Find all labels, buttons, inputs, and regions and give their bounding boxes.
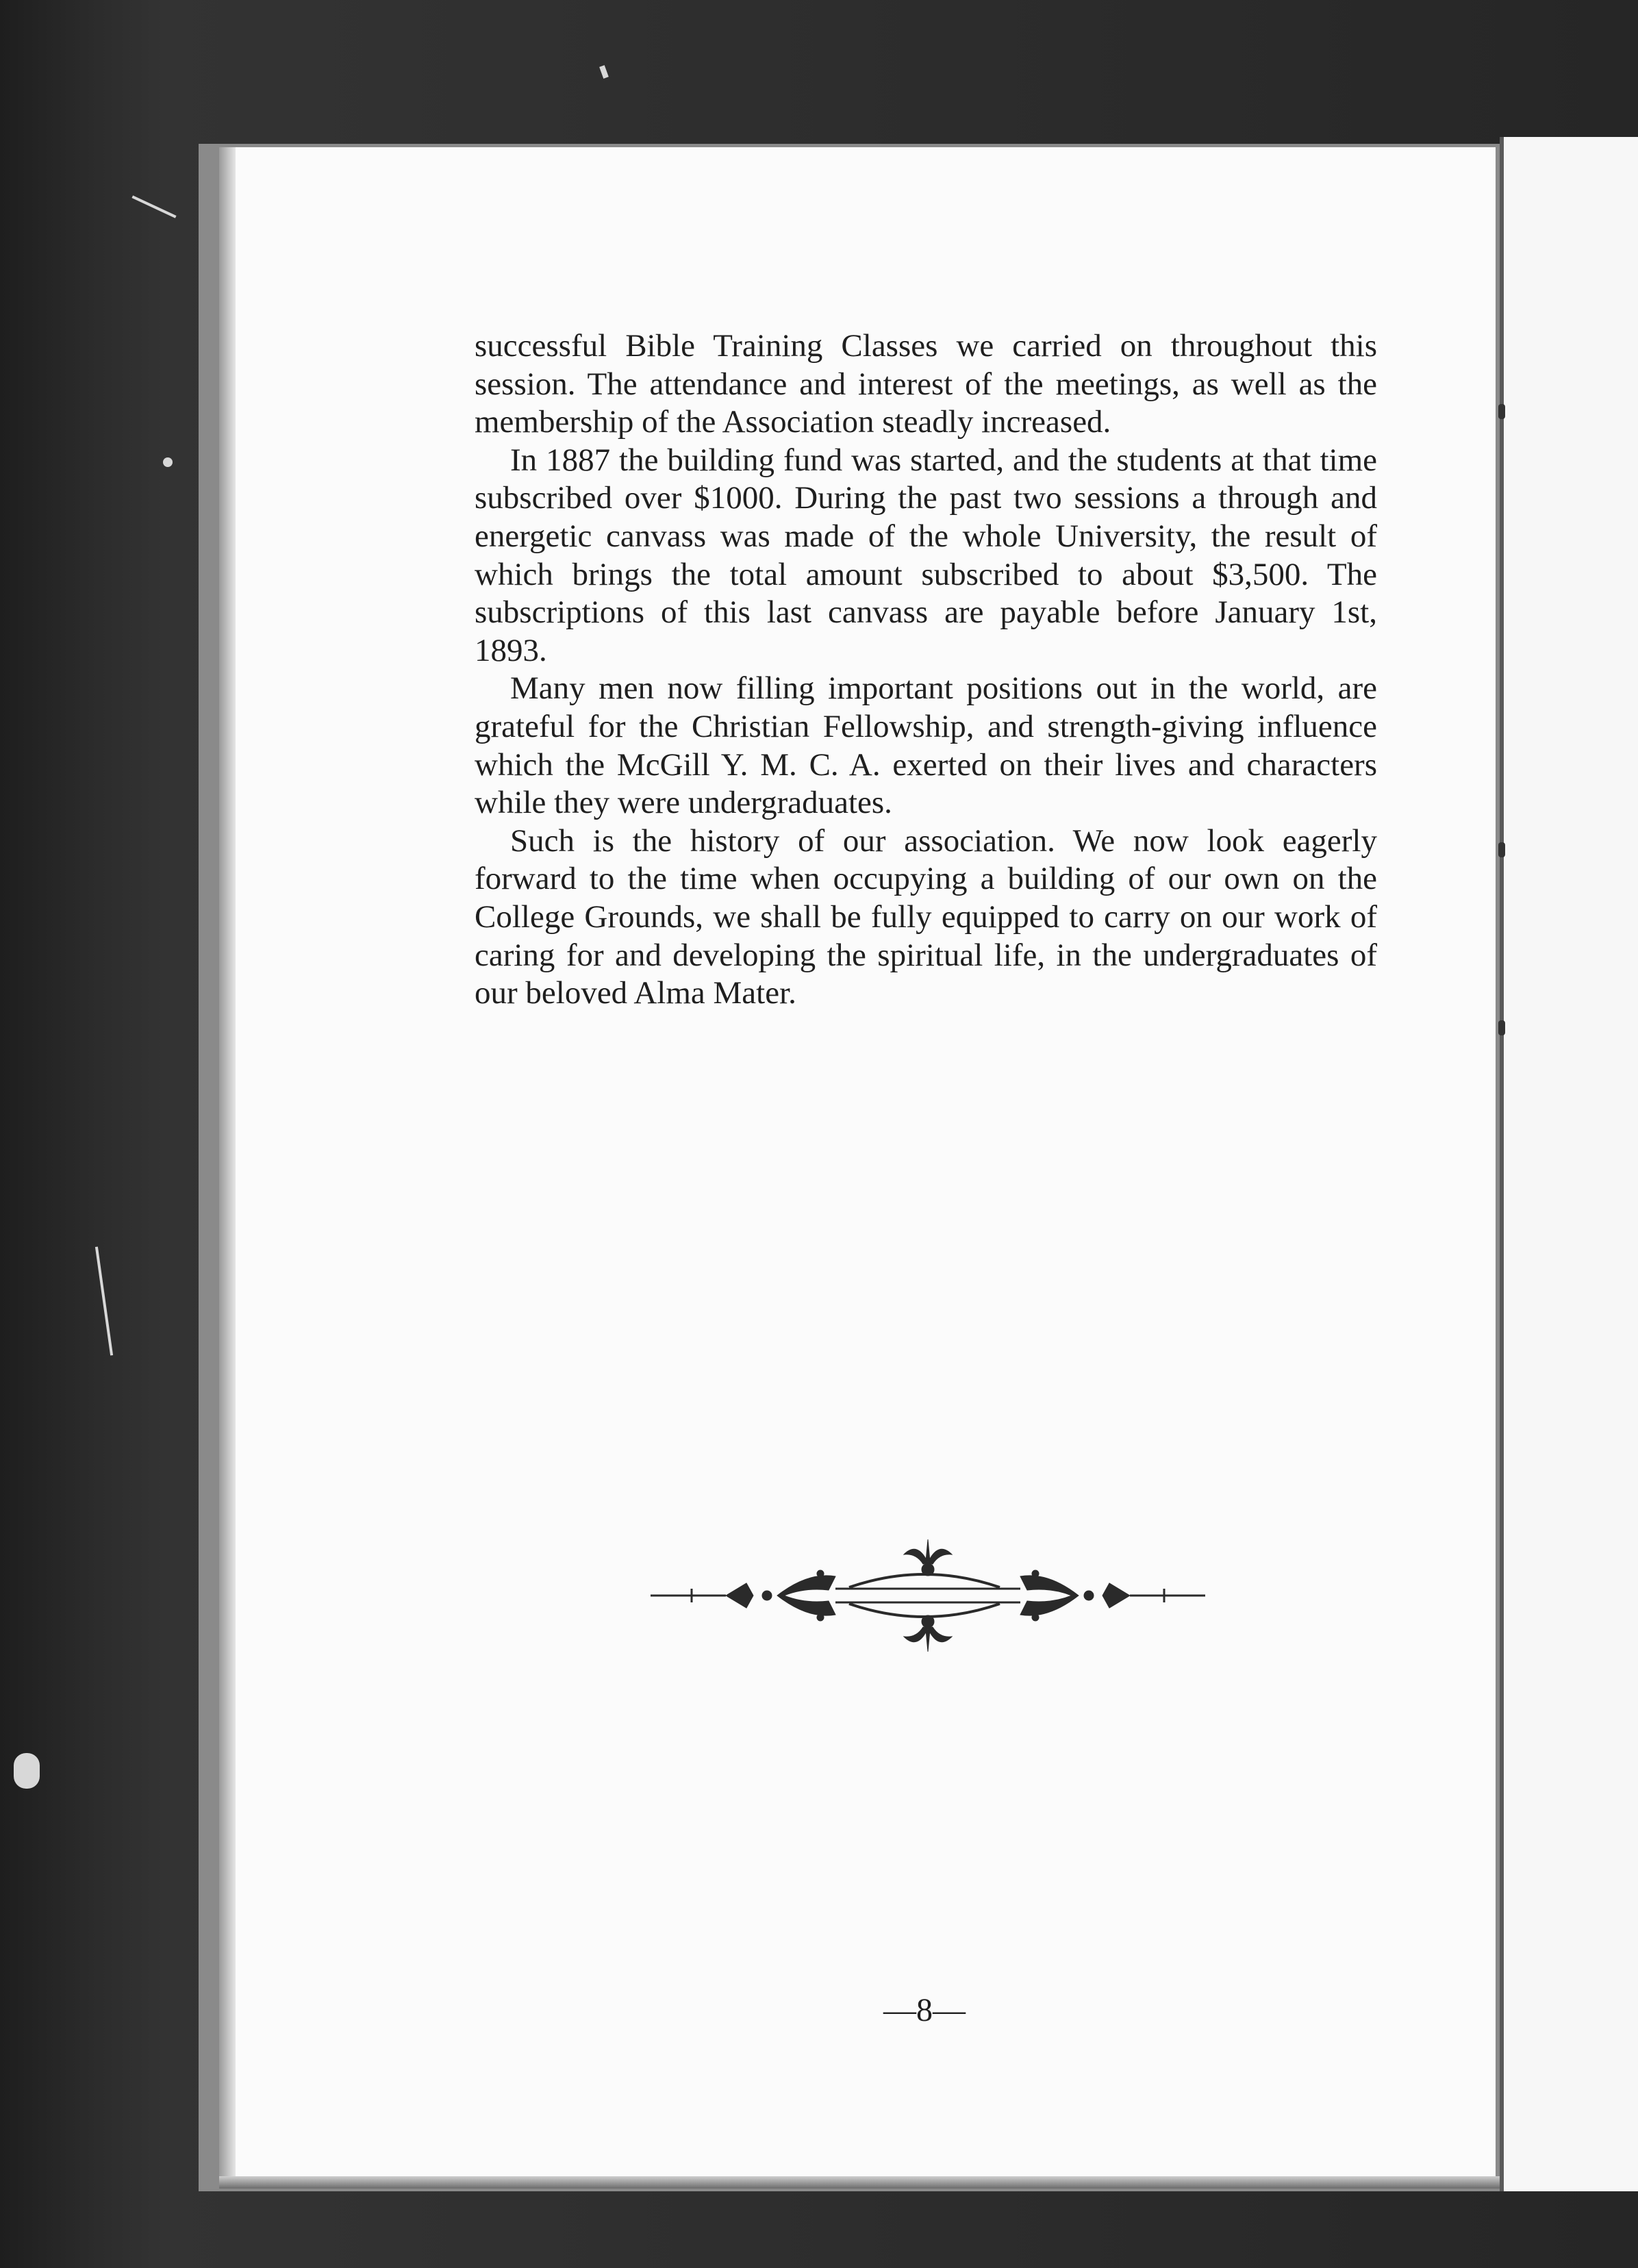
paragraph: successful Bible Training Classes we carried on throughout this session. The attendance and interest of the meetings, as well as the membership of the Association steadly increased. <box>475 328 1377 440</box>
paragraph: In 1887 the building fund was started, and the students at that time subscribed over $1000. During the past two sessions a through and energetic canvass was made of the whole University, the result of which brings the total amount subscribed to about $3,500. The subscriptions of this last canvass are payable before January 1st, 1893. <box>475 442 1377 668</box>
binding-mark <box>1498 404 1505 419</box>
page-number: —8— <box>883 1992 966 2028</box>
page-left-edge <box>219 147 236 2184</box>
decorative-ornament-icon <box>644 1534 1212 1657</box>
dust-speck <box>14 1753 40 1789</box>
body-text <box>475 327 1377 1013</box>
binding-mark <box>1498 842 1505 857</box>
page-bottom-edge <box>219 2176 1500 2189</box>
dust-speck <box>163 457 173 467</box>
facing-page-edge <box>1500 137 1638 2191</box>
paragraph: Many men now filling important positions out in the world, are grateful for the Christian Fellowship, and strength-giving influence which the McGill Y. M. C. A. exerted on their lives and characters while they were undergraduates. <box>475 670 1377 821</box>
paragraph: Such is the history of our association. We now look eagerly forward to the time when occupying a building of our own on the College Grounds, we shall be fully equipped to carry on our work of caring for and developing the spiritual life, in the undergraduates of our beloved Alma Mater. <box>475 822 1377 1011</box>
binding-mark <box>1498 1020 1505 1035</box>
